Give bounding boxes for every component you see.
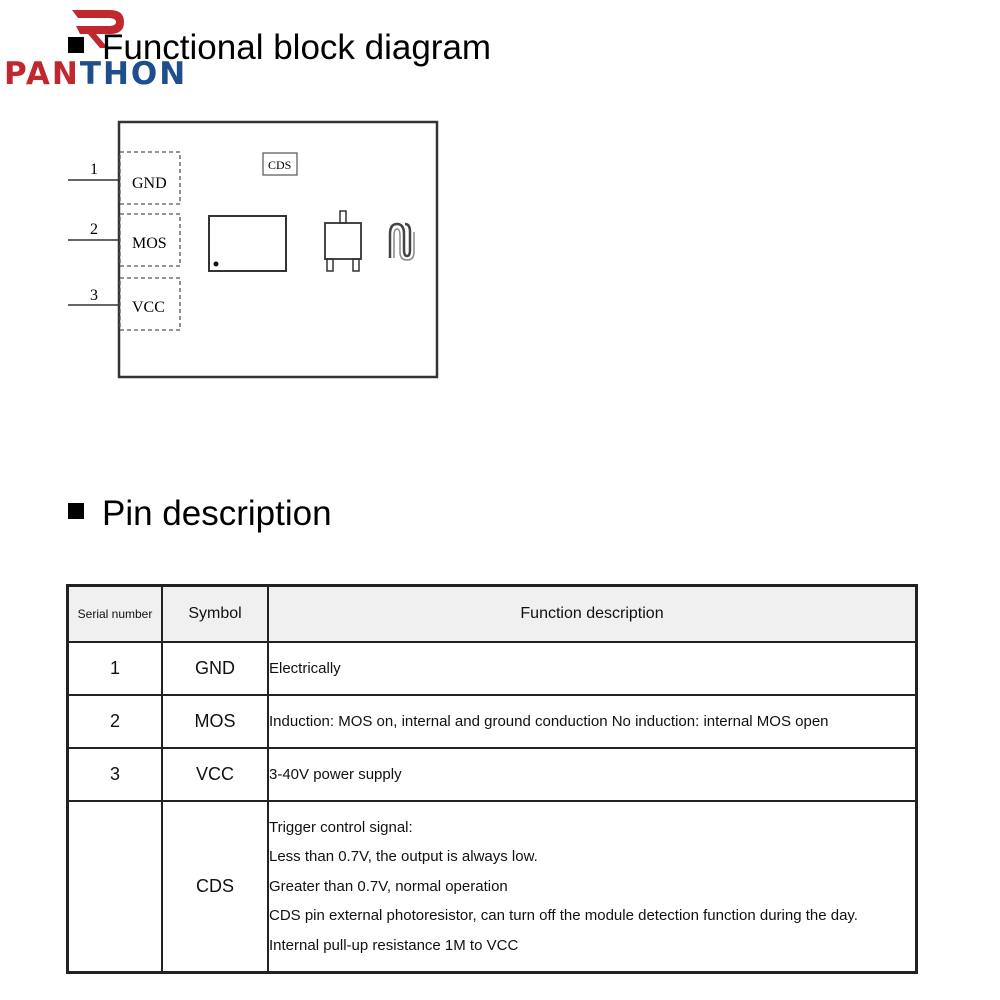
pin-number-3: 3 [90,287,98,304]
pin-number-1: 1 [90,161,98,178]
header-serial-number: Serial number [68,586,163,643]
pin-label-mos: MOS [132,235,167,252]
serial-number-cell: 2 [68,695,163,748]
symbol-cell: VCC [162,748,268,801]
block-diagram-title: Functional block diagram [102,28,492,67]
symbol-cell: GND [162,642,268,695]
symbol-cell: MOS [162,695,268,748]
pin-description-heading [68,494,332,534]
mos-component-icon [325,223,361,259]
square-bullet-icon [68,503,84,519]
cds-desc-line: Less than 0.7V, the output is always low. [269,848,538,866]
header-function-description: Function description [268,586,917,643]
description-cell: Induction: MOS on, internal and ground conduction No induction: internal MOS open [268,695,917,748]
cds-desc-line: Greater than 0.7V, normal operation [269,877,508,895]
ic-pin1-dot [214,262,219,267]
pin-number-2: 2 [90,221,98,238]
ic-chip [209,216,286,271]
table-row [68,642,917,695]
pin-description-title: Pin description [102,494,332,533]
serial-number-cell: 1 [68,642,163,695]
pin-label-vcc: VCC [132,299,165,316]
square-bullet-icon [68,37,84,53]
logo-text-blue: THON [79,56,188,92]
pin-description-table [66,584,918,974]
serial-number-cell: 3 [68,748,163,801]
table-row [68,748,917,801]
block-diagram-heading [68,28,491,68]
cds-desc-line: Trigger control signal: [269,818,413,836]
functional-block-diagram [60,110,460,400]
description-cell: 3-40V power supply [268,748,917,801]
cds-desc-line: CDS pin external photoresistor, can turn off the module detection function during the day. [269,907,858,925]
table-header-row [68,586,917,643]
logo-text-red: PAN [4,56,80,92]
header-symbol: Symbol [162,586,268,643]
description-cell-cds [268,801,917,973]
pin-label-gnd: GND [132,175,167,192]
symbol-cell: CDS [162,801,268,973]
table-row-cds [68,801,917,973]
description-cell: Electrically [268,642,917,695]
cds-label: CDS [268,158,292,172]
cds-desc-line: Internal pull-up resistance 1M to VCC [269,936,519,954]
table-row [68,695,917,748]
serial-number-cell [68,801,163,973]
